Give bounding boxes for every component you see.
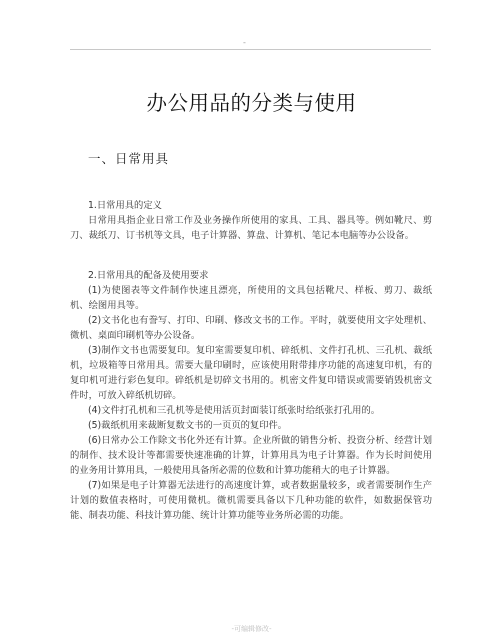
footer-note: -可编辑修改-: [231, 625, 272, 633]
paragraph: (2)文书化也有誊写、打印、印刷、修改文书的工作。平时，就要使用文字处理机、微机、桌面印刷机等办公设备。: [70, 315, 432, 341]
requirements-block: [70, 268, 432, 523]
subheading-requirements: 2.日常用具的配备及使用要求: [88, 270, 209, 281]
paragraph: (3)制作文书也需要复印。复印室需要复印机、碎纸机、文件打孔机、三孔机、裁纸机，垃圾箱等日常用具。需要大量印刷时，应该使用附带排序功能的高速复印机，有的复印机可进行彩色复印。碎纸机是切碎文书用的。机密文件复印错误或需要销毁机密文件时，可放入碎纸机切碎。: [70, 345, 432, 401]
paragraph: (5)裁纸机用来裁断复数文书的一页页的复印件。: [88, 420, 288, 431]
document-title: 办公用品的分类与使用: [146, 91, 357, 115]
header-rule: [70, 49, 431, 50]
subheading-definition: 1.日常用具的定义: [88, 200, 162, 211]
paragraph: 日常用具指企业日常工作及业务操作所使用的家具、工具、器具等。例如靴尺、剪刀、裁纸刀、订书机等文具，电子计算器、算盘、计算机、笔记本电脑等办公设备。: [70, 215, 432, 241]
paragraph: (6)日常办公工作除文书化外还有计算。企业所做的销售分析、投资分析、经营计划的制作、技术设计等都需要快速准确的计算，计算用具为电子计算器。作为长时间使用的业务用计算用具，一般使用具备所必需的位数和计算功能稍大的电子计算器。: [70, 435, 432, 476]
section-heading: 一、日常用具: [88, 151, 170, 166]
header-mark: -: [243, 38, 246, 47]
definition-block: [70, 198, 432, 243]
paragraph: (4)文件打孔机和三孔机等是使用活页封面装订纸张时给纸张打孔用的。: [88, 405, 381, 416]
paragraph: (7)如果是电子计算器无法进行的高速度计算，或者数据量较多，或者需要制作生产计划的数值表格时，可使用微机。微机需要具备以下几种功能的软件，如数据保管功能、制表功能、科技计算功能、统计计算功能等业务所必需的功能。: [70, 480, 432, 521]
paragraph: (1)为使图表等文件制作快速且漂亮，所使用的文具包括靴尺、样板、剪刀、裁纸机、绘图用具等。: [70, 285, 432, 311]
